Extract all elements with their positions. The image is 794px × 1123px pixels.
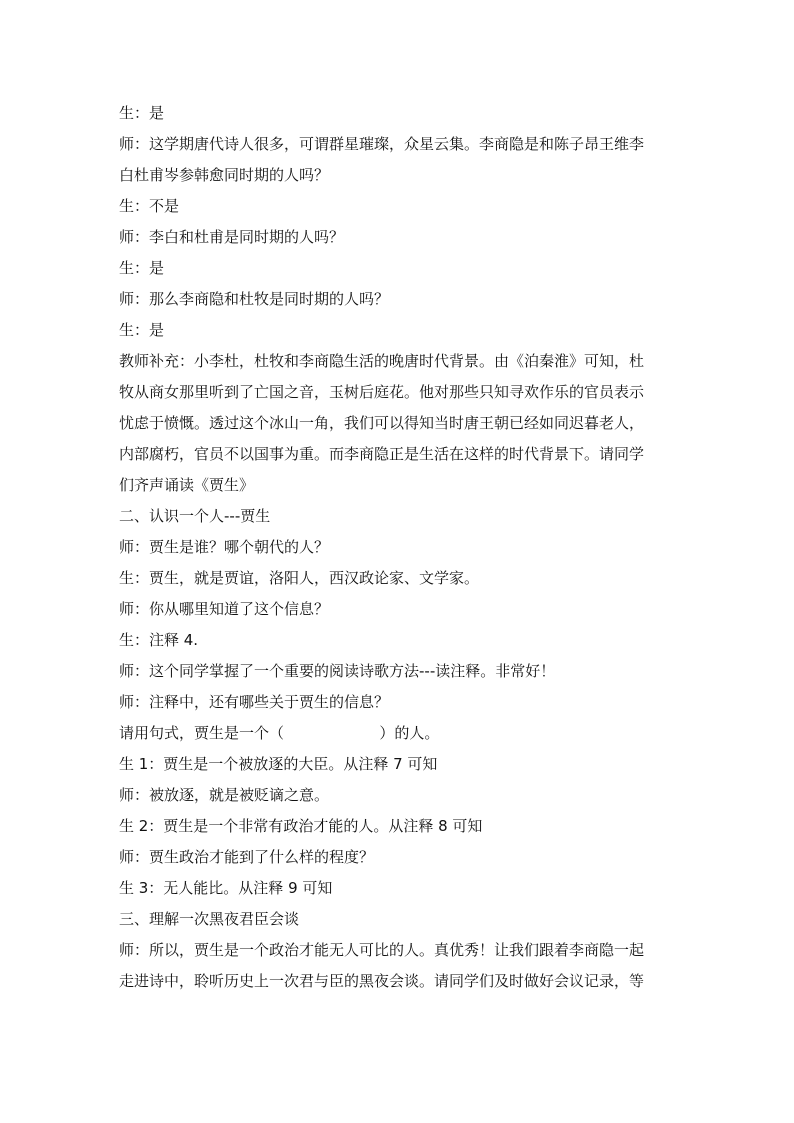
text-line: 教师补充：小李杜，杜牧和李商隐生活的晚唐时代背景。由《泊秦淮》可知，杜 bbox=[119, 352, 645, 370]
text-line: 师：所以，贾生是一个政治才能无人可比的人。真优秀！让我们跟着李商隐一起 bbox=[119, 941, 645, 959]
text-line: 生：贾生，就是贾谊，洛阳人，西汉政论家、文学家。 bbox=[119, 569, 480, 587]
text-line: 师：贾生是谁？哪个朝代的人？ bbox=[119, 538, 330, 556]
text-line: 生：是 bbox=[119, 104, 165, 122]
text-line: 师：注释中，还有哪些关于贾生的信息？ bbox=[119, 693, 390, 711]
text-line: 师：你从哪里知道了这个信息？ bbox=[119, 600, 330, 618]
text-line: 牧从商女那里听到了亡国之音，玉树后庭花。他对那些只知寻欢作乐的官员表示 bbox=[119, 383, 645, 401]
text-line: 生：注释 4. bbox=[119, 631, 199, 649]
lesson-transcript bbox=[119, 98, 685, 997]
text-line: 们齐声诵读《贾生》 bbox=[119, 476, 255, 494]
text-line: 师：被放逐，就是被贬谪之意。 bbox=[119, 786, 330, 804]
text-line: 师：那么李商隐和杜牧是同时期的人吗？ bbox=[119, 290, 390, 308]
text-line: 生：是 bbox=[119, 259, 165, 277]
fill-in-sentence: 请用句式，贾生是一个（ ）的人。 bbox=[119, 724, 440, 742]
text-line: 师：贾生政治才能到了什么样的程度？ bbox=[119, 848, 375, 866]
section-heading: 三、理解一次黑夜君臣会谈 bbox=[119, 910, 300, 928]
text-line: 师：这学期唐代诗人很多，可谓群星璀璨，众星云集。李商隐是和陈子昂王维李 bbox=[119, 135, 645, 153]
text-line: 师：这个同学掌握了一个重要的阅读诗歌方法---读注释。非常好！ bbox=[119, 662, 556, 680]
text-line: 白杜甫岑参韩愈同时期的人吗？ bbox=[119, 166, 330, 184]
text-line: 师：李白和杜甫是同时期的人吗？ bbox=[119, 228, 345, 246]
section-heading: 二、认识一个人---贾生 bbox=[119, 507, 271, 525]
text-line: 生 3：无人能比。从注释 9 可知 bbox=[119, 879, 333, 897]
text-line: 生 1：贾生是一个被放逐的大臣。从注释 7 可知 bbox=[119, 755, 438, 773]
text-line: 走进诗中，聆听历史上一次君与臣的黑夜会谈。请同学们及时做好会议记录，等 bbox=[119, 972, 645, 990]
text-line: 生：不是 bbox=[119, 197, 180, 215]
text-line: 忧虑于愤慨。透过这个冰山一角，我们可以得知当时唐王朝已经如同迟暮老人， bbox=[119, 414, 645, 432]
text-line: 生：是 bbox=[119, 321, 165, 339]
text-line: 内部腐朽，官员不以国事为重。而李商隐正是生活在这样的时代背景下。请同学 bbox=[119, 445, 645, 463]
text-line: 生 2：贾生是一个非常有政治才能的人。从注释 8 可知 bbox=[119, 817, 483, 835]
